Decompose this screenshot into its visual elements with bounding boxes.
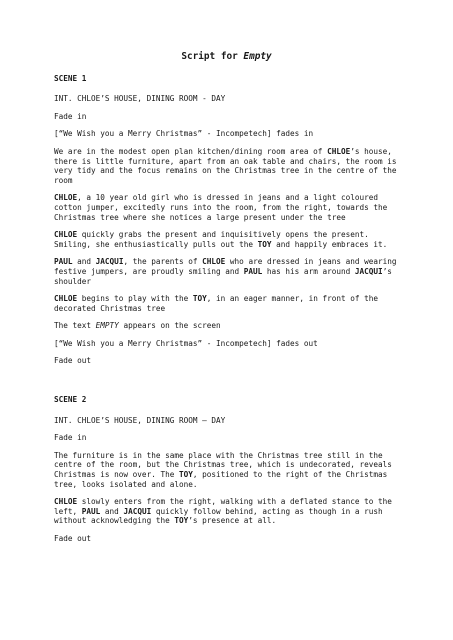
text-run: , in an eager manner, in front of the decorated Christmas tree [54,294,379,313]
character-name: JACQUI [95,257,124,267]
text-run: who are dressed in jeans and wearing festive jumpers, are proudly smiling and [54,257,397,276]
script-paragraph [54,230,399,249]
text-run: quickly follow behind, acting as though in a rush without acknowledging the [54,506,383,526]
character-name: PAUL [243,266,263,276]
character-name: JACQUI [354,266,383,276]
script-paragraph [54,451,399,489]
text-run: ’s house, there is little furniture, apart from an oak table and chairs, the room is very tidy and the focus remains on the Christmas tree in the centre of the room [54,146,397,185]
text-run: ’s shoulder [54,266,392,286]
text-run: The text [54,321,96,331]
text-run: and [100,506,124,516]
scene-separator [54,374,399,395]
script-paragraph [54,147,399,185]
script-paragraph [54,356,399,366]
script-paragraph [54,129,399,139]
character-name: JACQUI [123,506,152,516]
script-paragraph [54,257,399,286]
scene-heading: SCENE 1 [54,73,87,83]
text-run: Fade out [54,534,92,543]
text-run: slowly enters from the right, walking with a deflated stance to the left, [54,497,392,516]
script-paragraph [54,94,399,104]
character-name: TOY [178,470,193,480]
text-run: [“We Wish you a Merry Christmas” - Incompetech] fades out [54,338,318,348]
character-name: TOY [257,239,272,249]
text-run: quickly grabs the present and inquisitively opens the present. Smiling, she enthusiastically pulls out the [54,230,369,249]
text-run: begins to play with the [77,294,193,304]
script-paragraph [54,416,399,426]
text-run: , positioned to the right of the Christmas tree, looks isolated and alone. [54,470,388,489]
text-run: Fade out [54,356,92,366]
text-run: INT. CHLOE’S HOUSE, DINING ROOM – DAY [54,415,226,425]
emphasis-text: EMPTY [95,321,119,331]
text-run: Fade in [54,111,87,121]
text-run: INT. CHLOE’S HOUSE, DINING ROOM - DAY [54,94,226,104]
character-name: PAUL [81,506,101,516]
title-emphasis: Empty [243,51,272,62]
script-paragraph [54,294,399,313]
title-prefix: Script for [181,51,244,62]
text-run: [“We Wish you a Merry Christmas” - Incompetech] fades in [54,129,314,139]
character-name: CHLOE [202,257,226,267]
text-run: Fade in [54,433,87,443]
text-run: The furniture is in the same place with the Christmas tree still in the centre of the room, but the Christmas tree, which is undecorated, reveals Christmas is now over. The [54,450,392,480]
text-run: and [72,257,96,267]
script-title [54,52,399,62]
text-run: We are in the modest open plan kitchen/dining room area of [54,146,328,156]
character-name: CHLOE [54,230,78,240]
script-paragraph [54,339,399,349]
text-run: and happily embraces it. [271,239,388,249]
script-paragraph [54,112,399,122]
character-name: CHLOE [54,497,78,507]
text-run: , the parents of [123,257,203,267]
character-name: CHLOE [327,146,351,156]
script-paragraph [54,497,399,526]
character-name: TOY [174,516,189,526]
script-paragraph [54,193,399,222]
script-paragraph [54,534,399,544]
character-name: TOY [192,294,207,304]
script-paragraph [54,433,399,443]
text-run: appears on the screen [118,321,221,331]
character-name: CHLOE [54,193,78,203]
text-run: , a 10 year old girl who is dressed in jeans and a light coloured cotton jumper, excitedly runs into the room, from the right, towards the Christmas tree where she notices a large present under the tree [54,193,388,222]
character-name: CHLOE [54,294,78,304]
text-run: has his arm around [262,266,355,276]
scenes-container [54,74,399,544]
scene-heading: SCENE 2 [54,395,87,405]
character-name: PAUL [54,257,73,267]
script-paragraph [54,321,399,331]
text-run: ’s presence at all. [188,516,277,526]
